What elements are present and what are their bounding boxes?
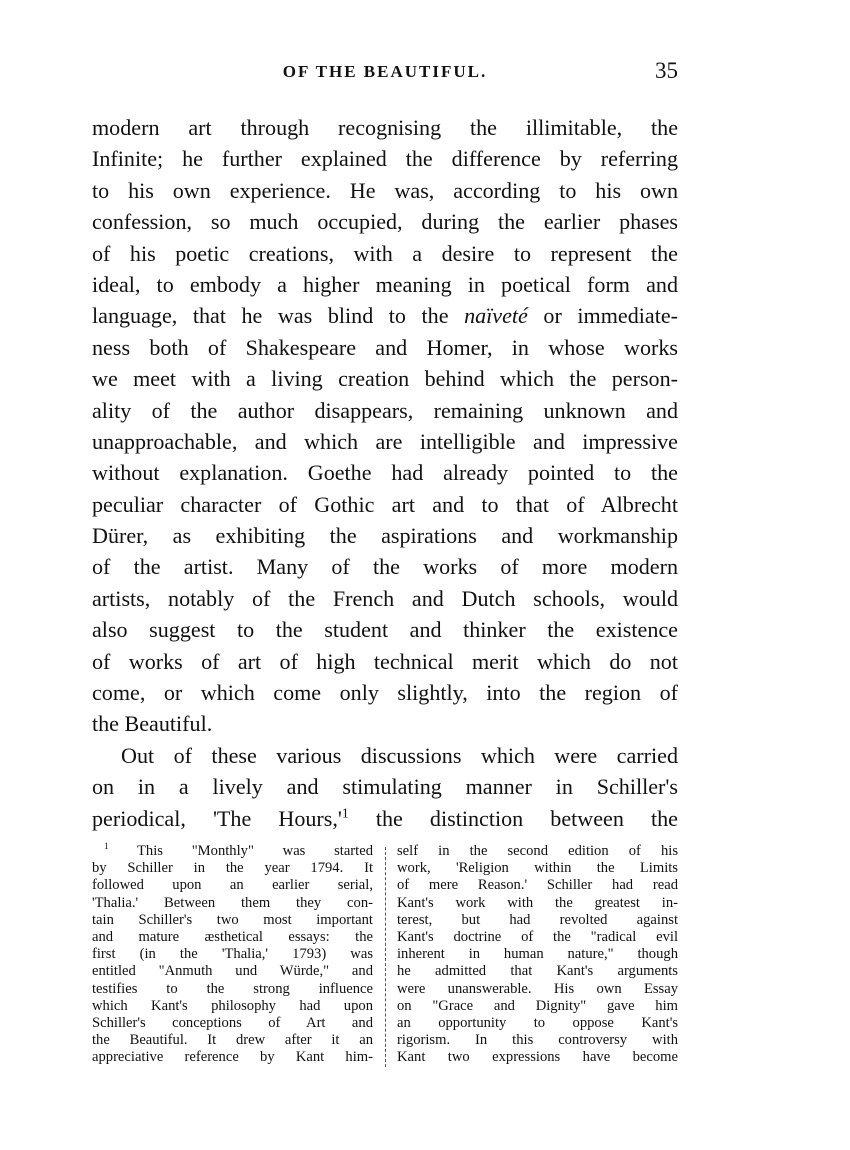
footnote-line: appreciative reference by Kant him- bbox=[92, 1049, 373, 1066]
footnote-line: he admitted that Kant's arguments bbox=[397, 963, 678, 980]
text-line: Dürer, as exhibiting the aspirations and workmanship bbox=[92, 523, 678, 549]
footnote-area bbox=[92, 843, 678, 1078]
footnote-line: on "Grace and Dignity" gave him bbox=[397, 997, 678, 1014]
text-line: without explanation. Goethe had already pointed to the bbox=[92, 460, 678, 486]
footnote-line: work, 'Religion within the Limits bbox=[397, 860, 678, 877]
text-line: also suggest to the student and thinker the existence bbox=[92, 617, 678, 643]
footnote-line: terest, but had revolted against bbox=[397, 911, 678, 928]
footnote-line: entitled "Anmuth und Würde," and bbox=[92, 963, 373, 980]
text-line: we meet with a living creation behind which the person- bbox=[92, 366, 678, 392]
text-line: the Beautiful. bbox=[92, 711, 213, 737]
text-line: confession, so much occupied, during the earlier phases bbox=[92, 209, 678, 235]
text-segment: the distinction between the bbox=[348, 805, 678, 831]
footnote-line: which Kant's philosophy had upon bbox=[92, 997, 373, 1014]
text-line: of his poetic creations, with a desire to represent the bbox=[92, 240, 678, 266]
text-line-with-italic bbox=[92, 300, 678, 331]
footnote-line: tain Schiller's two most important bbox=[92, 911, 373, 928]
footnote-line: were unanswerable. His own Essay bbox=[397, 980, 678, 997]
page-number: 35 bbox=[655, 58, 678, 83]
text-line-with-footnote-marker bbox=[92, 803, 678, 834]
text-line: Out of these various discussions which were carried bbox=[121, 742, 678, 768]
column-divider bbox=[385, 847, 386, 1067]
text-line: of the artist. Many of the works of more modern bbox=[92, 554, 678, 580]
text-line: ality of the author disappears, remaining unknown and bbox=[92, 397, 678, 423]
text-line: ideal, to embody a higher meaning in poetical form and bbox=[92, 271, 678, 297]
footnote-line: rigorism. In this controversy with bbox=[397, 1032, 678, 1049]
footnote-line: inherent in human nature," though bbox=[397, 946, 678, 963]
text-line: Infinite; he further explained the difference by referring bbox=[92, 146, 678, 172]
text-line: to his own experience. He was, according to his own bbox=[92, 177, 678, 203]
text-segment: or immediate- bbox=[527, 303, 678, 329]
footnote-line: of mere Reason.' Schiller had read bbox=[397, 877, 678, 894]
footnote-line: self in the second edition of his bbox=[397, 843, 678, 859]
running-head bbox=[92, 58, 678, 88]
running-title: OF THE BEAUTIFUL. bbox=[282, 62, 488, 81]
text-line: come, or which come only slightly, into the region of bbox=[92, 680, 678, 706]
text-segment: periodical, 'The Hours,' bbox=[92, 805, 342, 831]
footnote-line: Schiller's conceptions of Art and bbox=[92, 1014, 373, 1031]
footnote-line: an opportunity to oppose Kant's bbox=[397, 1014, 678, 1031]
footnote-line bbox=[92, 843, 373, 860]
footnote-line: testifies to the strong influence bbox=[92, 980, 373, 997]
footnote-line: by Schiller in the year 1794. It bbox=[92, 860, 373, 877]
footnote-marker: 1 bbox=[341, 805, 349, 821]
text-segment: language, that he was blind to the bbox=[92, 303, 465, 329]
text-line: ness both of Shakespeare and Homer, in whose works bbox=[92, 334, 678, 360]
footnote-line: 'Thalia.' Between them they con- bbox=[92, 894, 373, 911]
text-line: artists, notably of the French and Dutch schools, would bbox=[92, 585, 678, 611]
footnote-line: followed upon an earlier serial, bbox=[92, 877, 373, 894]
footnote-left-column bbox=[92, 843, 373, 1066]
text-segment: This "Monthly" was started bbox=[108, 843, 373, 859]
text-line: peculiar character of Gothic art and to that of Albrecht bbox=[92, 491, 678, 517]
footnote-number: 1 bbox=[104, 841, 109, 852]
italic-term: naïveté bbox=[464, 303, 528, 329]
text-line: of works of art of high technical merit which do not bbox=[92, 648, 678, 674]
text-line: modern art through recognising the illimitable, the bbox=[92, 115, 678, 140]
text-line: on in a lively and stimulating manner in Schiller's bbox=[92, 774, 678, 800]
main-text bbox=[92, 112, 678, 834]
footnote-line: Kant two expressions have become bbox=[397, 1049, 678, 1066]
footnote-line: first (in the 'Thalia,' 1793) was bbox=[92, 946, 373, 963]
footnote-line: the Beautiful. It drew after it an bbox=[92, 1032, 373, 1049]
footnote-right-column bbox=[397, 843, 678, 1066]
footnote-line: Kant's work with the greatest in- bbox=[397, 894, 678, 911]
footnote-line: and mature æsthetical essays: the bbox=[92, 928, 373, 945]
footnote-line: Kant's doctrine of the "radical evil bbox=[397, 928, 678, 945]
text-line: unapproachable, and which are intelligible and impressive bbox=[92, 428, 678, 454]
